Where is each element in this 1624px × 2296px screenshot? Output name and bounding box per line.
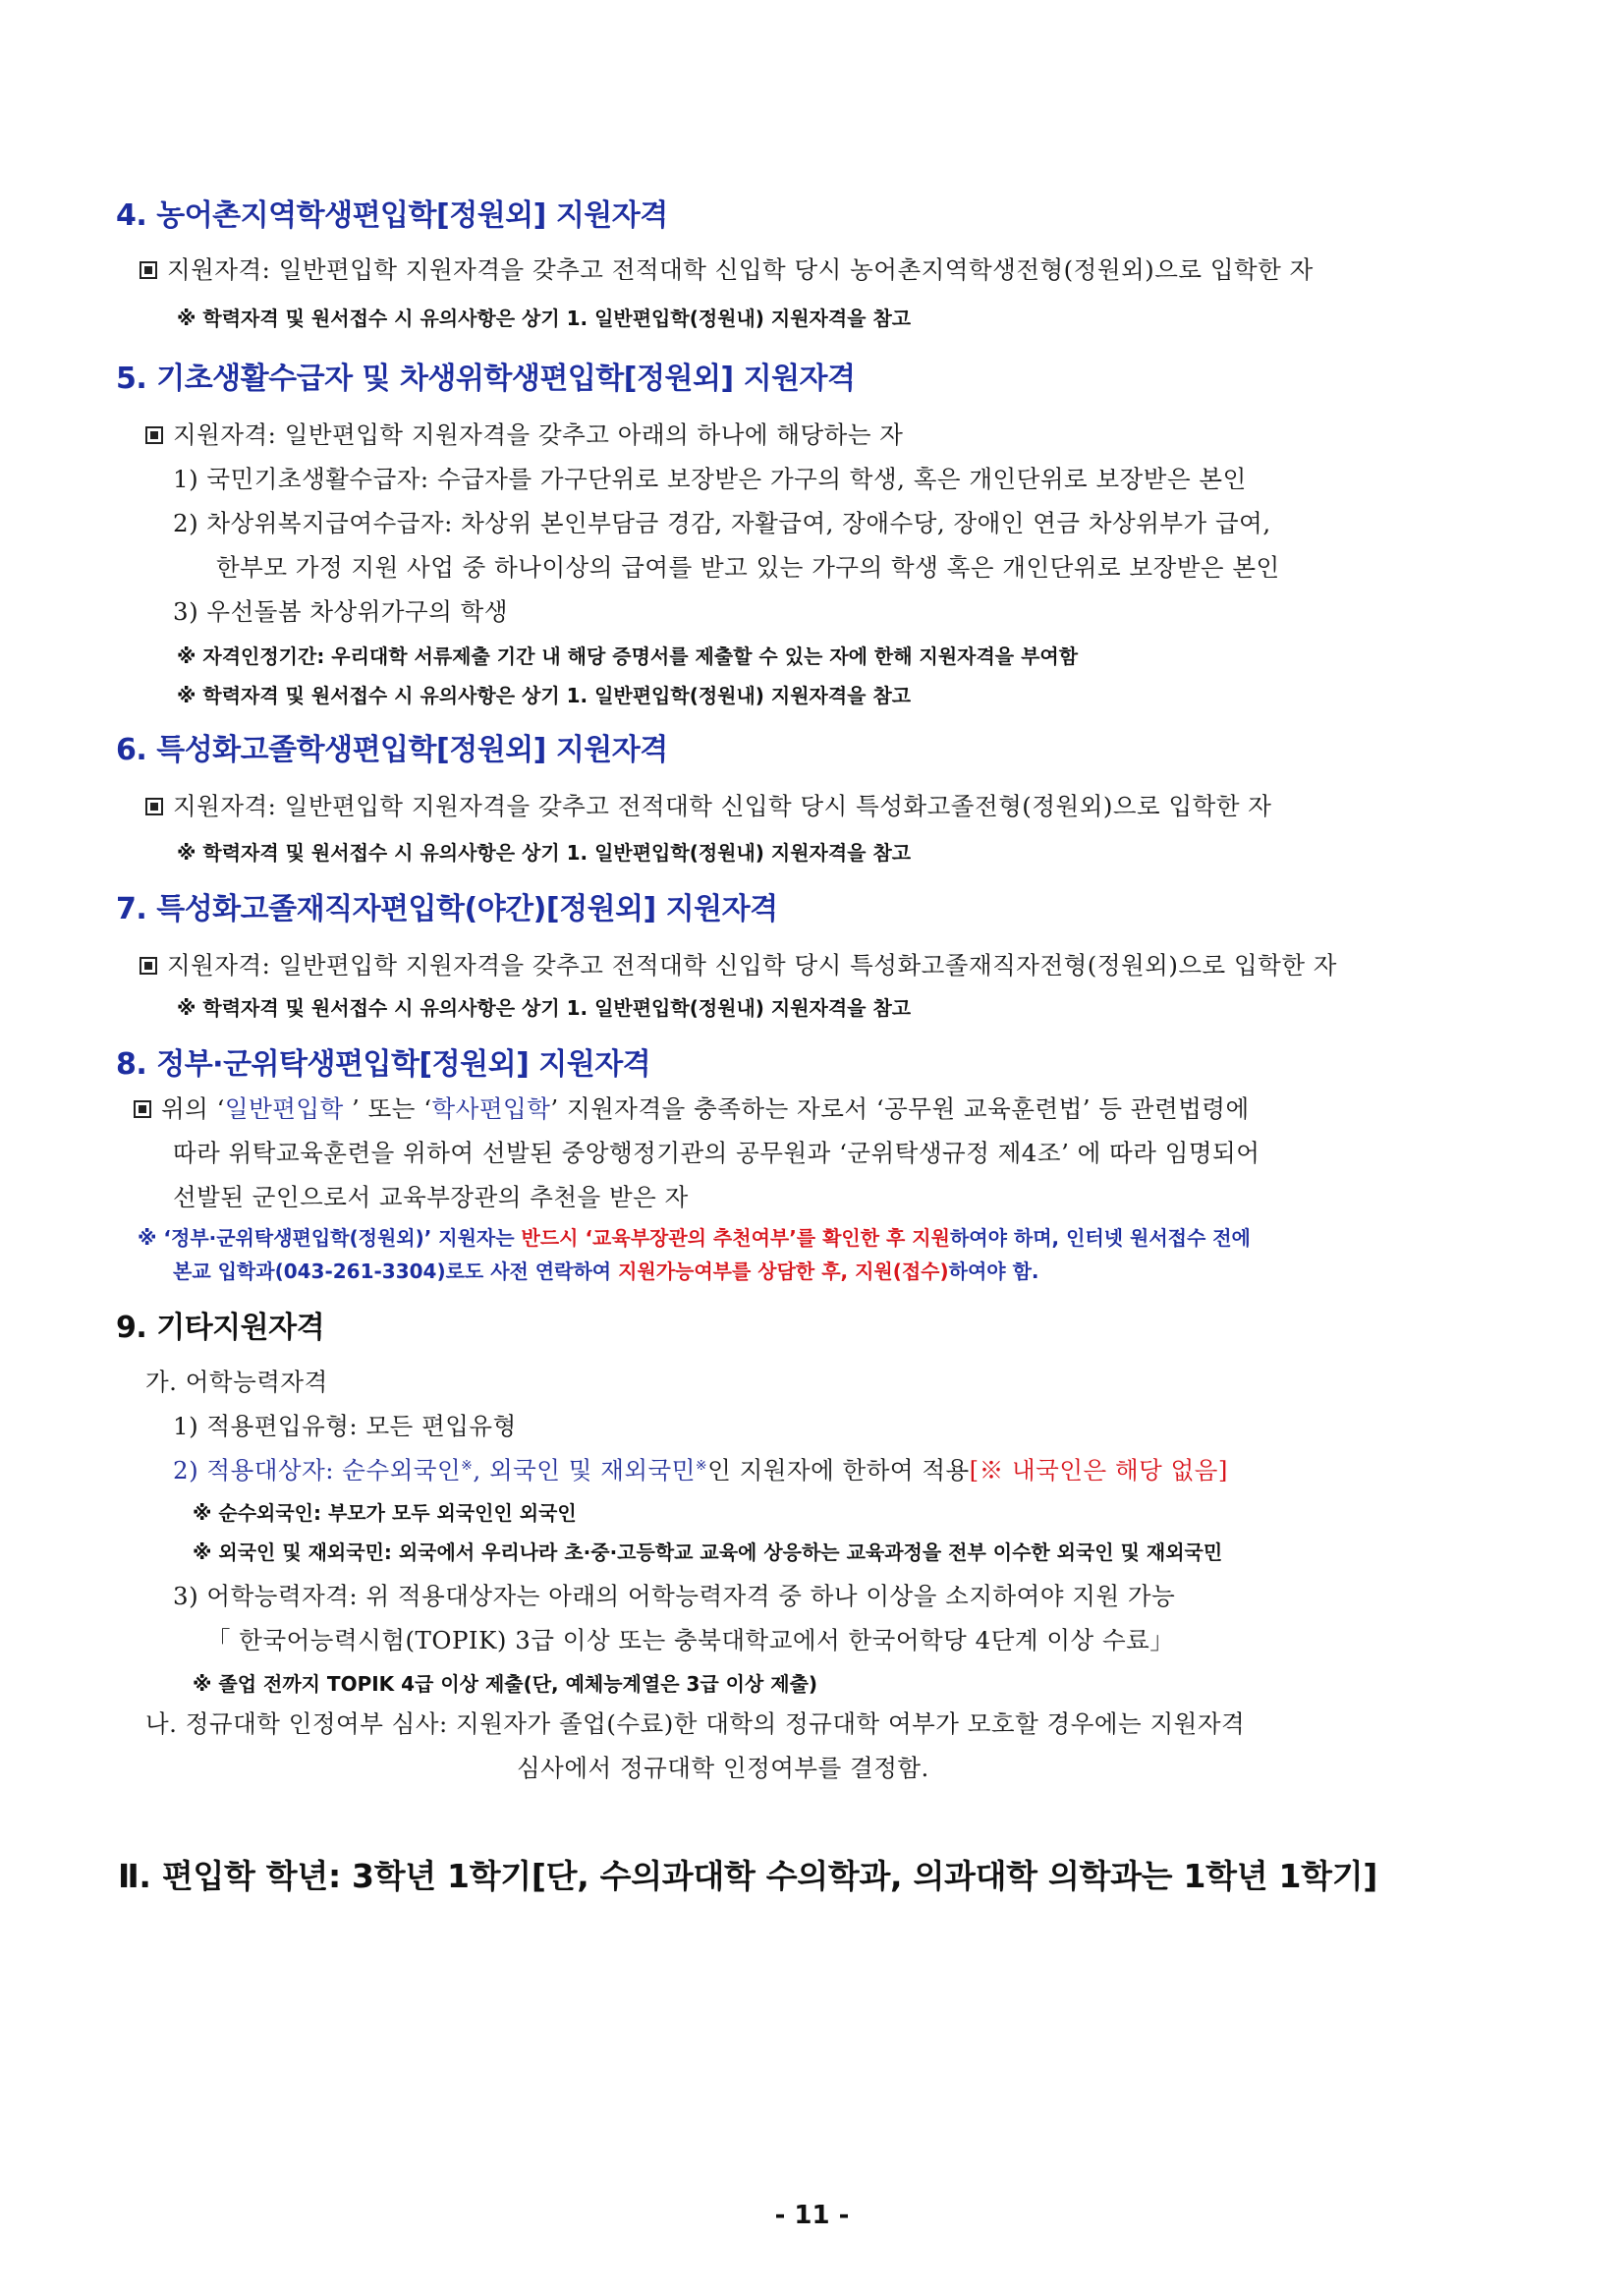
section-4-note: ※ 학력자격 및 원서접수 시 유의사항은 상기 1. 일반편입학(정원내) 지원자격을 참고 <box>177 307 912 330</box>
square-bullet-icon <box>140 957 157 975</box>
section-5-item-3: 3) 우선돌봄 차상위가구의 학생 <box>173 597 509 626</box>
section-5-note-1: ※ 자격인정기간: 우리대학 서류제출 기간 내 해당 증명서를 제출할 수 있는 자에 한해 지원자격을 부여함 <box>177 644 1079 668</box>
section-5-heading: 5. 기초생활수급자 및 차생위학생편입학[정원외] 지원자격 <box>116 362 856 396</box>
section-9-item-3: 3) 어학능력자격: 위 적용대상자는 아래의 어학능력자격 중 하나 이상을 소지하여야 지원 가능 <box>173 1582 1176 1610</box>
section-4-text: 지원자격: 일반편입학 지원자격을 갖추고 전적대학 신입학 당시 농어촌지역학생전형(정원외)으로 입학한 자 <box>167 255 1314 284</box>
section-5-item-2a: 2) 차상위복지급여수급자: 차상위 본인부담금 경감, 자활급여, 장애수당, 장애인 연금 차상위부가 급여, <box>173 509 1271 537</box>
section-7-text: 지원자격: 일반편입학 지원자격을 갖추고 전적대학 신입학 당시 특성화고졸재직자전형(정원외)으로 입학한 자 <box>167 951 1337 980</box>
section-8-note-1: ※ ‘정부·군위탁생편입학(정원외)’ 지원자는 반드시 ‘교육부장관의 추천여부’를 확인한 후 지원하여야 하며, 인터넷 원서접수 전에 <box>138 1226 1251 1250</box>
section-7-line <box>140 947 1337 981</box>
section-9-na-1: 나. 정규대학 인정여부 심사: 지원자가 졸업(수료)한 대학의 정규대학 여부가 모호할 경우에는 지원자격 <box>145 1709 1246 1738</box>
section-4-heading: 4. 농어촌지역학생편입학[정원외] 지원자격 <box>116 198 668 233</box>
section-5-item-2b: 한부모 가정 지원 사업 중 하나이상의 급여를 받고 있는 가구의 학생 혹은 개인단위로 보장받은 본인 <box>216 553 1280 582</box>
section-8-line-2: 따라 위탁교육훈련을 위하여 선발된 중앙행정기관의 공무원과 ‘군위탁생규정 제4조’ 에 따라 임명되어 <box>173 1139 1260 1167</box>
section-9-note-3: ※ 졸업 전까지 TOPIK 4급 이상 제출(단, 예체능계열은 3급 이상 제출) <box>193 1672 818 1696</box>
section-5-note-2: ※ 학력자격 및 원서접수 시 유의사항은 상기 1. 일반편입학(정원내) 지원자격을 참고 <box>177 684 912 707</box>
square-bullet-icon <box>145 426 163 444</box>
square-bullet-icon <box>145 798 163 815</box>
section-7-heading: 7. 특성화고졸재직자편입학(야간)[정원외] 지원자격 <box>116 892 778 926</box>
section-5-item-1: 1) 국민기초생활수급자: 수급자를 가구단위로 보장받은 가구의 학생, 혹은 개인단위로 보장받은 본인 <box>173 465 1247 493</box>
section-9-note-1: ※ 순수외국인: 부모가 모두 외국인인 외국인 <box>193 1501 577 1525</box>
section-9-item-1: 1) 적용편입유형: 모든 편입유형 <box>173 1412 517 1440</box>
section-5-text: 지원자격: 일반편입학 지원자격을 갖추고 아래의 하나에 해당하는 자 <box>173 420 904 449</box>
section-9-item-2: 2) 적용대상자: 순수외국인※, 외국인 및 재외국민※인 지원자에 한하여 적용[※ 내국인은 해당 없음] <box>173 1456 1228 1484</box>
section-6-heading: 6. 특성화고졸학생편입학[정원외] 지원자격 <box>116 733 668 767</box>
section-8-line-1: 위의 ‘일반편입학 ’ 또는 ‘학사편입학’ 지원자격을 충족하는 자로서 ‘공무원 교육훈련법’ 등 관련법령에 <box>134 1091 1250 1125</box>
section-7-note: ※ 학력자격 및 원서접수 시 유의사항은 상기 1. 일반편입학(정원내) 지원자격을 참고 <box>177 996 912 1020</box>
section-6-note: ※ 학력자격 및 원서접수 시 유의사항은 상기 1. 일반편입학(정원내) 지원자격을 참고 <box>177 841 912 865</box>
chapter-2-heading: Ⅱ. 편입학 학년: 3학년 1학기[단, 수의과대학 수의학과, 의과대학 의학과는 1학년 1학기] <box>118 1857 1378 1895</box>
square-bullet-icon <box>140 261 157 279</box>
page-number: - 11 - <box>774 2201 850 2230</box>
section-6-text: 지원자격: 일반편입학 지원자격을 갖추고 전적대학 신입학 당시 특성화고졸전형(정원외)으로 입학한 자 <box>173 792 1272 820</box>
section-9-na-2: 심사에서 정규대학 인정여부를 결정함. <box>517 1754 929 1782</box>
section-8-heading: 8. 정부·군위탁생편입학[정원외] 지원자격 <box>116 1047 651 1082</box>
section-6-line <box>145 788 1271 822</box>
section-9-note-2: ※ 외국인 및 재외국민: 외국에서 우리나라 초·중·고등학교 교육에 상응하는 교육과정을 전부 이수한 외국인 및 재외국민 <box>193 1540 1223 1564</box>
section-9-item-3b: 「 한국어능력시험(TOPIK) 3급 이상 또는 충북대학교에서 한국어학당 4단계 이상 수료」 <box>206 1626 1175 1654</box>
section-9-heading: 9. 기타지원자격 <box>116 1311 325 1345</box>
section-4-line <box>140 252 1314 286</box>
section-9-ga: 가. 어학능력자격 <box>145 1368 328 1396</box>
section-8-line-3: 선발된 군인으로서 교육부장관의 추천을 받은 자 <box>173 1183 689 1211</box>
section-8-note-2: 본교 입학과(043-261-3304)로도 사전 연락하여 지원가능여부를 상담한 후, 지원(접수)하여야 함. <box>173 1260 1039 1283</box>
section-5-line <box>145 417 903 451</box>
square-bullet-icon <box>134 1100 151 1118</box>
